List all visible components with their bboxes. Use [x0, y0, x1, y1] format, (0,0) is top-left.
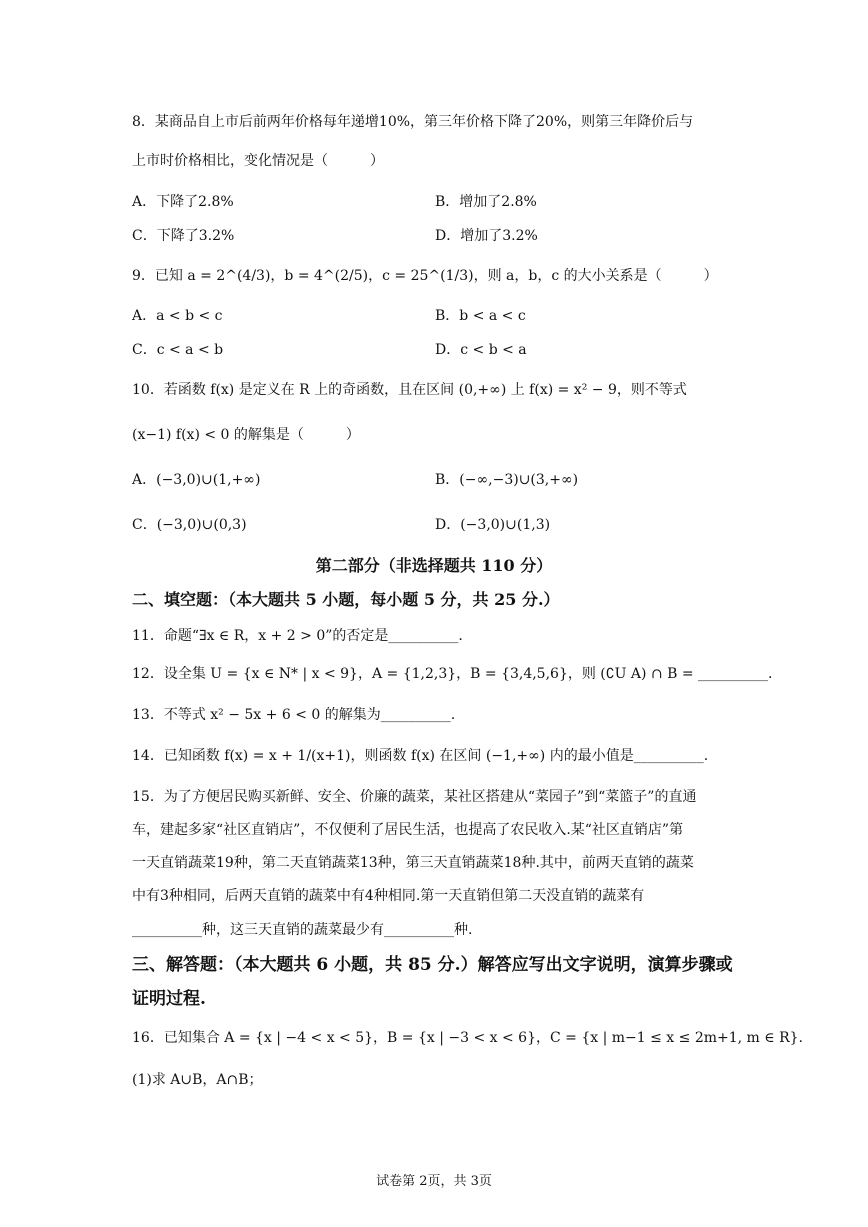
section3-line1: 三、解答题：（本大题共 6 小题，共 85 分.）解答应写出文字说明，演算步骤或 — [132, 955, 733, 975]
q13: 13．不等式 x² − 5x + 6 < 0 的解集为__________. — [132, 707, 456, 723]
q9-stem: 9．已知 a = 2^(4/3)，b = 4^(2/5)，c = 25^(1/3)，则 a，b，c 的大小关系是（ ） — [132, 268, 718, 284]
q10-option-d: D．(−3,0)∪(1,3) — [435, 517, 551, 533]
q10-line1: 10．若函数 f(x) 是定义在 R 上的奇函数，且在区间 (0,+∞) 上 f(x) = x² − 9，则不等式 — [132, 382, 687, 398]
q8-option-a: A．下降了2.8% — [132, 194, 234, 210]
section2-title: 二、填空题：（本大题共 5 小题，每小题 5 分，共 25 分.） — [132, 590, 560, 609]
q16-stem: 16．已知集合 A = {x | −4 < x < 5}，B = {x | −3 < x < 6}，C = {x | m−1 ≤ x ≤ 2m+1, m ∈ R}. — [132, 1030, 803, 1046]
q10-option-c: C．(−3,0)∪(0,3) — [132, 517, 247, 533]
q14: 14．已知函数 f(x) = x + 1/(x+1)，则函数 f(x) 在区间 (−1,+∞) 内的最小值是__________. — [132, 748, 709, 764]
q8-line2: 上市时价格相比，变化情况是（ ） — [132, 153, 384, 169]
q9-option-b: B．b < a < c — [435, 308, 526, 324]
q10-line2: (x−1) f(x) < 0 的解集是（ ） — [132, 427, 360, 443]
q8-option-d: D．增加了3.2% — [435, 228, 538, 244]
q15-line5: __________种，这三天直销的蔬菜最少有__________种. — [132, 922, 473, 938]
section3-line2: 证明过程. — [132, 989, 206, 1009]
q9-option-c: C．c < a < b — [132, 342, 224, 358]
q9-option-d: D．c < b < a — [435, 342, 527, 358]
q15-line1: 15．为了方便居民购买新鲜、安全、价廉的蔬菜，某社区搭建从“菜园子”到“菜篮子”的直通 — [132, 789, 697, 805]
q15-line2: 车，建起多家“社区直销店”，不仅便利了居民生活，也提高了农民收入.某“社区直销店”第 — [132, 822, 684, 838]
q8-option-c: C．下降了3.2% — [132, 228, 235, 244]
q9-option-a: A．a < b < c — [132, 308, 223, 324]
part2-title: 第二部分（非选择题共 110 分） — [315, 556, 553, 575]
q11: 11．命题“∃x ∈ R，x + 2 > 0”的否定是__________. — [132, 628, 463, 644]
q16-part1: (1)求 A∪B，A∩B； — [132, 1072, 263, 1088]
q10-option-b: B．(−∞,−3)∪(3,+∞) — [435, 472, 579, 488]
q8-line1: 8．某商品自上市后前两年价格每年递增10%，第三年价格下降了20%，则第三年降价后与 — [132, 114, 694, 130]
page-footer: 试卷第 2页，共 3页 — [376, 1174, 492, 1189]
q15-line4: 中有3种相同，后两天直销的蔬菜中有4种相同.第一天直销但第二天没直销的蔬菜有 — [132, 888, 645, 904]
q15-line3: 一天直销蔬菜19种，第二天直销蔬菜13种，第三天直销蔬菜18种.其中，前两天直销的蔬菜 — [132, 855, 694, 871]
q12: 12．设全集 U = {x ∈ N* | x < 9}，A = {1,2,3}，B = {3,4,5,6}，则 (∁U A) ∩ B = __________. — [132, 666, 773, 682]
q10-option-a: A．(−3,0)∪(1,+∞) — [132, 472, 261, 488]
q8-option-b: B．增加了2.8% — [435, 194, 537, 210]
